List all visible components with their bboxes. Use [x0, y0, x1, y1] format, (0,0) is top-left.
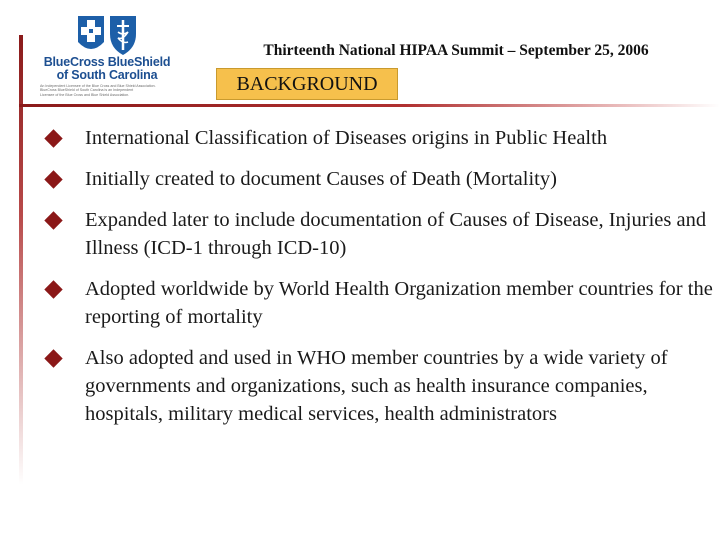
blue-cross-icon	[78, 16, 104, 49]
logo-fine-line: BlueCross BlueShield of South Carolina is an Independent	[40, 88, 134, 93]
logo-wordmark	[40, 56, 174, 82]
bullet-text: Expanded later to include documentation of Causes of Disease, Injuries and Illness (ICD-1 through ICD-10)	[85, 209, 707, 259]
bullet-item	[45, 344, 713, 428]
logo-name-line1: BlueCross BlueShield	[43, 55, 171, 69]
header-divider	[19, 104, 720, 107]
bullet-text: Adopted worldwide by World Health Organization member countries for the reporting of mortality	[85, 278, 713, 328]
bullet-text: Initially created to document Causes of Death (Mortality)	[85, 168, 557, 190]
company-logo	[40, 12, 174, 98]
bullet-item	[45, 275, 713, 331]
left-accent-rule	[19, 35, 23, 485]
section-label: BACKGROUND	[216, 68, 398, 100]
logo-name-line2: of South Carolina	[56, 68, 158, 82]
bullet-text: Also adopted and used in WHO member countries by a wide variety of governments and organizations, such as health insurance companies, hospitals, military medical services, health administrators	[85, 347, 668, 425]
logo-marks	[74, 12, 140, 58]
logo-fine-line: Licensee of the Blue Cross and Blue Shield Association.	[40, 92, 130, 97]
bullet-list	[45, 124, 713, 441]
logo-fine-print	[40, 84, 174, 97]
summit-title: Thirteenth National HIPAA Summit – September 25, 2006	[263, 42, 649, 59]
diamond-bullet-icon	[44, 349, 62, 367]
blue-shield-icon	[110, 16, 136, 55]
bullet-text: International Classification of Diseases origins in Public Health	[85, 127, 608, 149]
bullet-item	[45, 165, 713, 193]
diamond-bullet-icon	[44, 211, 62, 229]
diamond-bullet-icon	[44, 129, 62, 147]
logo-fine-line: An Independent Licensee of the Blue Cross and Blue Shield Association.	[40, 84, 156, 88]
diamond-bullet-icon	[44, 280, 62, 298]
bullet-item	[45, 124, 713, 152]
bullet-item	[45, 206, 713, 262]
diamond-bullet-icon	[44, 170, 62, 188]
